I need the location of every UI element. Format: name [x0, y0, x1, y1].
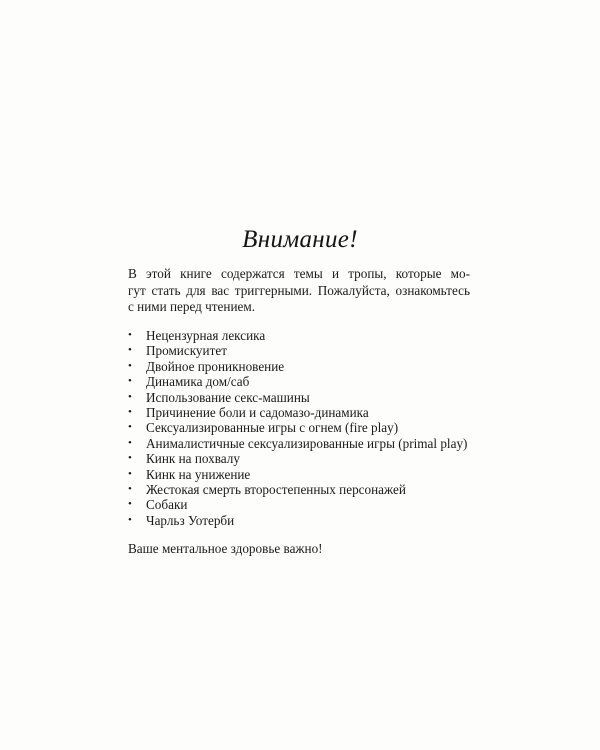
list-item	[128, 497, 467, 512]
bullet-icon: •	[128, 467, 132, 480]
intro-line: В этой книге содержатся темы и тропы, которые мо-	[128, 266, 470, 281]
list-item	[128, 374, 467, 389]
list-item-text: Анималистичные сексуализированные игры (primal play)	[146, 435, 468, 451]
list-item-text: Динамика дом/саб	[146, 374, 250, 390]
list-item-text: Кинк на похвалу	[146, 451, 240, 467]
list-item-text: Чарльз Уотерби	[146, 512, 235, 528]
list-item	[128, 343, 467, 358]
bullet-icon: •	[128, 329, 132, 341]
page-title: Внимание!	[242, 226, 358, 253]
intro-paragraph	[128, 266, 470, 316]
bullet-icon: •	[128, 452, 132, 465]
list-item	[128, 513, 467, 528]
trigger-list	[128, 328, 467, 528]
list-item-text: Использование секс-машины	[146, 389, 310, 405]
list-item-text: Причинение боли и садомазо-динамика	[146, 405, 369, 421]
bullet-icon: •	[128, 406, 132, 419]
list-item	[128, 467, 467, 482]
list-item-text: Кинк на унижение	[146, 466, 251, 482]
closing-note: Ваше ментальное здоровье важно!	[128, 541, 323, 556]
bullet-icon: •	[128, 436, 132, 449]
bullet-icon: •	[128, 513, 132, 526]
list-item	[128, 451, 467, 466]
list-item	[128, 482, 467, 497]
intro-line: с ними перед чтением.	[128, 299, 256, 314]
list-item-text: Нецензурная лексика	[146, 328, 266, 343]
list-item	[128, 405, 467, 420]
list-item-text: Жестокая смерть второстепенных персонажей	[146, 482, 406, 498]
list-item	[128, 328, 467, 343]
list-item	[128, 420, 467, 435]
list-item-text: Промискуитет	[146, 343, 227, 359]
list-item	[128, 390, 467, 405]
list-item-text: Двойное проникновение	[146, 358, 285, 374]
list-item-text: Сексуализированные игры с огнем (fire play)	[146, 420, 399, 436]
bullet-icon: •	[128, 483, 132, 496]
bullet-icon: •	[128, 359, 132, 372]
list-item	[128, 359, 467, 374]
bullet-icon: •	[128, 390, 132, 403]
list-item-text: Собаки	[146, 497, 188, 513]
bullet-icon: •	[128, 421, 132, 434]
list-item	[128, 436, 467, 451]
bullet-icon: •	[128, 498, 132, 511]
bullet-icon: •	[128, 375, 132, 388]
intro-line: гут стать для вас триггерными. Пожалуйста, ознакомьтесь	[128, 282, 470, 298]
bullet-icon: •	[128, 344, 132, 357]
